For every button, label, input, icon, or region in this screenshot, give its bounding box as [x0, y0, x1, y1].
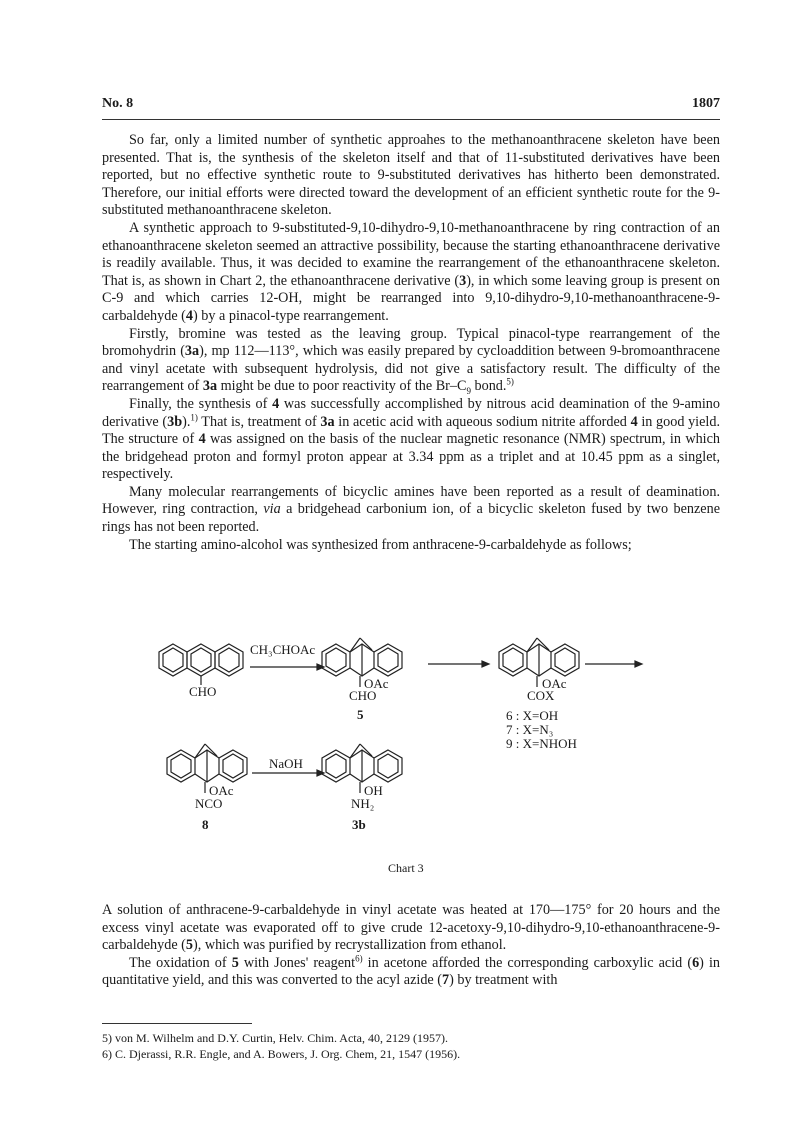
page-number: 1807 [692, 96, 720, 111]
arrow-2 [428, 661, 489, 667]
paragraph-5: Many molecular rearrangements of bicyclic amines have been reported as a result of deamination. However, ring contraction, via a bridgehead carbonium ion, of a bicyclic skeleton fused by two benzene rings has not been reported. [102, 483, 720, 536]
chart-3-scheme [102, 637, 720, 885]
c8-substituent: NCO [195, 796, 223, 811]
paragraph-1: So far, only a limited number of synthetic approahes to the methanoanthracene skeleton have been presented. That is, the synthesis of the skeleton itself and that of 11-substituted derivatives have been reported, but no effective synthetic route to 9-substituted derivatives has hitherto been demonstrated. Therefore, our initial efforts were directed toward the development of an efficient synthetic route for the 9-substituted methanoanthracene skeleton. [102, 132, 720, 219]
compound-3b-label: 3b [352, 817, 366, 832]
aldehyde-substituent: CHO [189, 684, 217, 699]
footnote-5: 5) von M. Wilhelm and D.Y. Curtin, Helv. Chim. Acta, 40, 2129 (1957). [102, 1031, 448, 1045]
compound-9-legend: 9 : X=NHOH [506, 736, 577, 751]
running-header [102, 96, 720, 116]
compound-6-structure [499, 638, 579, 687]
footnote-6: 6) C. Djerassi, R.R. Engle, and A. Bowers, J. Org. Chem, 21, 1547 (1956). [102, 1047, 461, 1061]
c5-oac: OAc [364, 676, 389, 691]
c3b-oh: OH [364, 783, 383, 798]
c6-substituent: COX [527, 688, 555, 703]
reagent-vinyl-acetate: CH₃CHOAc [250, 642, 316, 657]
main-text-continued [102, 902, 720, 990]
compound-5-structure [322, 638, 402, 687]
paragraph-4: Finally, the synthesis of 4 was successfully accomplished by nitrous acid deamination of the 9-amino derivative (3b).$^{1)}$ That is, treatment of 3a in acetic acid with aqueous sodium nitrite afforded 4 in good yield. The structure of 4 was assigned on the basis of the nuclear magnetic resonance (NMR) spectrum, in which the bridgehead proton and formyl proton appear at 3.34 ppm as a triplet and at 10.45 ppm as a singlet, respectively. [102, 395, 721, 483]
reagent-naoh: NaOH [269, 756, 303, 771]
compound-6-legend: 6 : X=OH [506, 708, 559, 723]
main-text [102, 132, 720, 554]
c6-oac: OAc [542, 676, 567, 691]
paragraph-3: Firstly, bromine was tested as the leaving group. Typical pinacol-type rearrangement of the bromohydrin (3a), mp 112—113°, which was easily prepared by cycloaddition between 9-bromoanthracene and vinyl acetate with subsequent hydrolysis, did not give a satisfactory result. The difficulty of the rearrangement of 3a might be due to poor reactivity of the $Br-C_9$ bond.$^{5)}$ [102, 325, 720, 397]
c5-substituent: CHO [349, 688, 377, 703]
arrow-1 [250, 664, 324, 670]
paragraph-7: A solution of anthracene-9-carbaldehyde in vinyl acetate was heated at 170—175° for 20 hours and the excess vinyl acetate was evaporated off to give crude 12-acetoxy-9,10-dihydro-9,10-ethanoanthracene-9-carbaldehyde (5), which was purified by recrystallization from ethanol. [102, 902, 720, 954]
paragraph-2: A synthetic approach to 9-substituted-9,10-dihydro-9,10-methanoanthracene by ring contraction of an ethanoanthracene skeleton seemed an attractive possibility, because the starting ethanoanthracene derivative is readily available. Thus, it was decided to examine the rearrangement of the ethanoanthracene skeleton. That is, as shown in Chart 2, the ethanoanthracene derivative (3), in which some leaving group is present on C-9 and which carries 12-OH, might be rearranged into 9,10-dihydro-9,10-methanoanthracene-9-carbaldehyde (4) by a pinacol-type rearrangement. [102, 219, 721, 324]
compound-7-legend: 7 : X=N₃ [506, 722, 554, 737]
chart-caption: Chart 3 [388, 861, 424, 875]
compound-aldehyde-structure [159, 644, 243, 685]
paragraph-8: The oxidation of 5 with Jones' reagent$^{6)}$ in acetone afforded the corresponding carboxylic acid (6) in quantitative yield, and this was converted to the acyl azide (7) by treatment with [102, 953, 720, 989]
compound-3b-structure [322, 744, 402, 793]
footnotes [102, 1030, 720, 1062]
header-rule [102, 119, 720, 120]
c3b-substituent: NH₂ [351, 796, 375, 811]
footnote-rule [102, 1023, 252, 1024]
compound-5-label: 5 [357, 707, 364, 722]
arrow-3 [585, 661, 642, 667]
paragraph-6: The starting amino-alcohol was synthesized from anthracene-9-carbaldehyde as follows; [129, 536, 632, 553]
c8-oac: OAc [209, 783, 234, 798]
compound-8-structure [167, 744, 247, 793]
issue-number: No. 8 [102, 96, 134, 111]
compound-8-label: 8 [202, 817, 209, 832]
scheme-drawing [102, 637, 720, 885]
